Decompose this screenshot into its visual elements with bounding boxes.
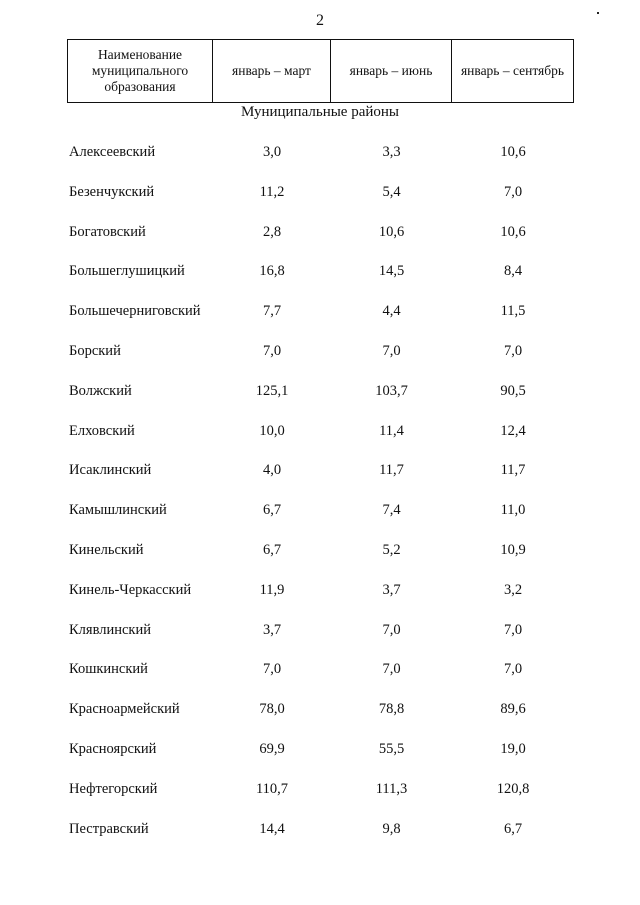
value-jan-jun: 11,4 [379, 422, 404, 439]
value-jan-jun: 7,0 [382, 661, 401, 678]
municipality-name: Кинель-Черкасский [69, 581, 192, 598]
value-jan-sep: 19,0 [500, 740, 526, 757]
municipality-name: Большеглушицкий [69, 263, 185, 280]
scan-dot [597, 12, 599, 14]
table-row [0, 341, 640, 381]
value-jan-sep: 7,0 [503, 621, 523, 638]
page-number: 2 [316, 12, 324, 29]
municipality-name: Большечерниговский [69, 303, 201, 320]
value-jan-mar: 11,2 [259, 183, 285, 200]
value-jan-jun: 11,7 [379, 462, 404, 479]
municipality-name: Красноярский [69, 740, 157, 757]
municipality-name: Красноармейский [69, 701, 180, 718]
municipality-name: Пестравский [69, 820, 149, 837]
table-row [0, 142, 640, 182]
municipality-name: Нефтегорский [69, 780, 158, 797]
value-jan-mar: 6,7 [262, 502, 282, 519]
header-jan-jun: январь – июнь [331, 40, 452, 103]
header-jan-sep: январь – сентябрь [452, 40, 574, 103]
table-row [0, 540, 640, 580]
value-jan-sep: 89,6 [500, 701, 526, 718]
table-row [0, 779, 640, 819]
table-body [0, 142, 640, 858]
table-row [0, 381, 640, 421]
value-jan-mar: 7,7 [262, 303, 282, 320]
value-jan-sep: 90,5 [500, 382, 526, 399]
table-header [67, 39, 574, 103]
municipality-name: Богатовский [69, 223, 146, 240]
value-jan-mar: 110,7 [255, 780, 289, 797]
value-jan-mar: 7,0 [262, 661, 282, 678]
table-row [0, 659, 640, 699]
municipality-name: Волжский [69, 382, 132, 399]
value-jan-mar: 6,7 [262, 541, 282, 558]
table-row [0, 421, 640, 461]
municipality-name: Борский [69, 342, 121, 359]
value-jan-sep: 3,2 [503, 581, 523, 598]
value-jan-jun: 78,8 [378, 701, 405, 718]
value-jan-sep: 7,0 [503, 342, 523, 359]
value-jan-sep: 6,7 [503, 820, 523, 837]
municipality-name: Клявлинский [69, 621, 151, 638]
value-jan-mar: 16,8 [259, 263, 285, 280]
value-jan-jun: 7,0 [382, 342, 401, 359]
table-row [0, 500, 640, 540]
value-jan-sep: 7,0 [503, 661, 523, 678]
value-jan-jun: 3,7 [382, 581, 401, 598]
value-jan-sep: 10,6 [500, 144, 526, 160]
value-jan-mar: 78,0 [259, 701, 285, 718]
value-jan-jun: 3,3 [382, 144, 401, 160]
municipality-name: Кошкинский [69, 661, 148, 678]
municipality-name: Камышлинский [69, 502, 167, 519]
value-jan-sep: 10,6 [500, 223, 526, 240]
value-jan-jun: 55,5 [378, 740, 405, 757]
table-row [0, 699, 640, 739]
value-jan-mar: 69,9 [259, 740, 285, 757]
value-jan-sep: 7,0 [503, 183, 523, 200]
value-jan-jun: 14,5 [378, 263, 405, 280]
municipality-name: Алексеевский [69, 144, 156, 160]
table-row [0, 739, 640, 779]
value-jan-jun: 7,4 [382, 502, 401, 519]
value-jan-sep: 8,4 [503, 263, 523, 280]
header-row [68, 40, 574, 103]
table-row [0, 460, 640, 500]
header-municipality: Наименование муниципального образования [68, 40, 213, 103]
value-jan-sep: 120,8 [496, 780, 530, 797]
value-jan-mar: 3,0 [262, 144, 282, 160]
value-jan-jun: 10,6 [378, 223, 405, 240]
municipality-name: Елховский [69, 422, 135, 439]
value-jan-mar: 10,0 [259, 422, 285, 439]
section-title: Муниципальные районы [240, 104, 400, 120]
value-jan-mar: 4,0 [262, 462, 282, 479]
value-jan-sep: 11,0 [500, 502, 526, 519]
value-jan-jun: 103,7 [375, 382, 408, 399]
value-jan-jun: 9,8 [382, 820, 401, 837]
header-jan-mar: январь – март [213, 40, 331, 103]
table-row [0, 301, 640, 341]
value-jan-mar: 14,4 [259, 820, 285, 837]
municipality-name: Безенчукский [69, 183, 155, 200]
value-jan-mar: 2,8 [262, 223, 282, 240]
value-jan-jun: 5,4 [382, 183, 401, 200]
value-jan-sep: 10,9 [500, 541, 526, 558]
value-jan-mar: 3,7 [262, 621, 282, 638]
value-jan-jun: 7,0 [382, 621, 401, 638]
value-jan-mar: 125,1 [255, 382, 289, 399]
value-jan-sep: 11,5 [500, 303, 526, 320]
municipality-name: Исаклинский [69, 462, 152, 479]
value-jan-sep: 12,4 [500, 422, 526, 439]
table-row [0, 580, 640, 620]
value-jan-jun: 5,2 [382, 541, 401, 558]
value-jan-sep: 11,7 [500, 462, 526, 479]
value-jan-jun: 111,3 [375, 780, 408, 797]
table-row [0, 620, 640, 660]
table-row [0, 819, 640, 859]
municipality-name: Кинельский [69, 541, 144, 558]
value-jan-mar: 7,0 [262, 342, 282, 359]
table-row [0, 222, 640, 262]
table-row [0, 182, 640, 222]
value-jan-mar: 11,9 [259, 581, 285, 598]
value-jan-jun: 4,4 [382, 303, 401, 320]
table-row [0, 261, 640, 301]
